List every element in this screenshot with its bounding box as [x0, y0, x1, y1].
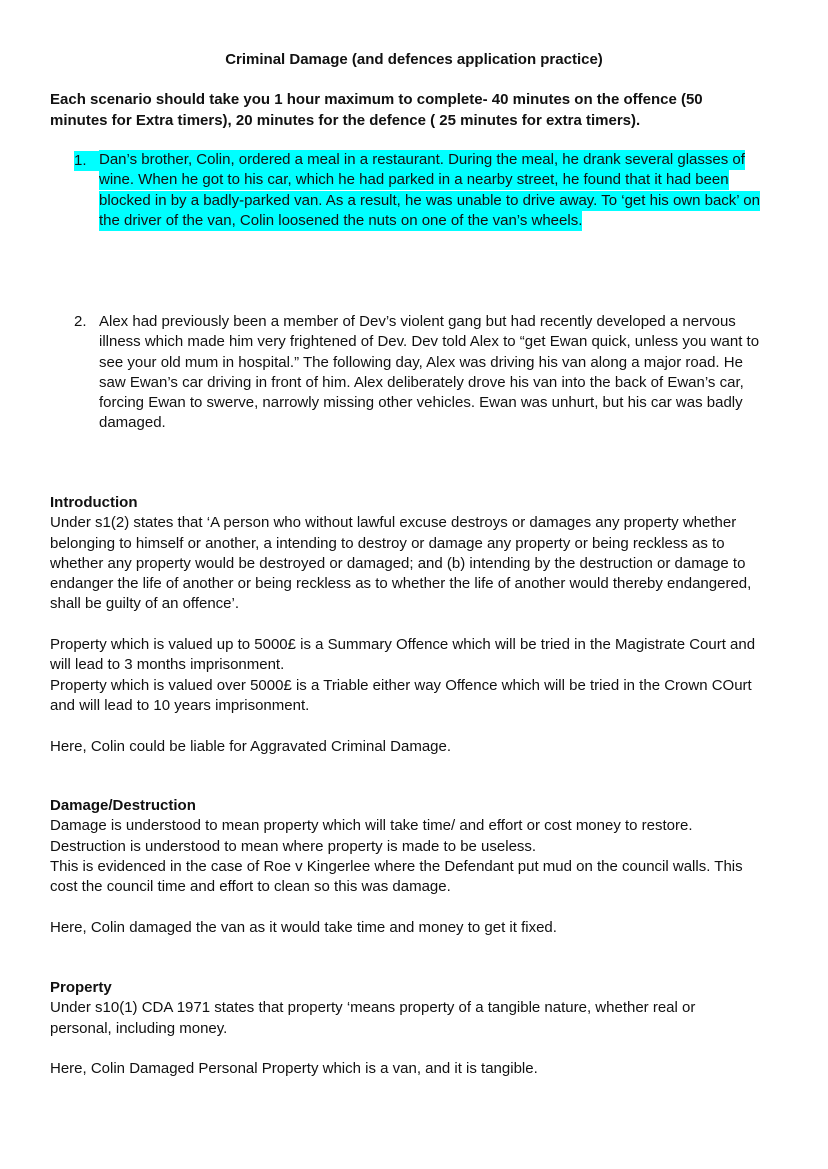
text-line: Under s1(2) states that ‘A person who without lawful excuse destroys or damages any property whether [50, 514, 737, 532]
scenario-1 [74, 150, 774, 231]
scenario-number: 1. [74, 151, 99, 171]
spacer [50, 897, 780, 917]
text-line: personal, including money. [50, 1019, 228, 1037]
scenario-2 [74, 312, 774, 434]
text-line: Destruction is understood to mean where property is made to be useless. [50, 837, 537, 855]
scenario-line: damaged. [99, 414, 166, 432]
text-line: endanger the life of another or being reckless as to whether the life of another would thereby endangered, [50, 575, 752, 593]
text-line: belonging to himself or another, a intending to destroy or damage any property or being reckless as to [50, 534, 725, 552]
text-line: will lead to 3 months imprisonment. [50, 656, 285, 674]
text-line: Property which is valued up to 5000£ is a Summary Offence which will be tried in the Magistrate Court and [50, 636, 756, 654]
text-line: Property which is valued over 5000£ is a Triable either way Offence which will be tried in the Crown COurt [50, 676, 752, 694]
section-introduction [50, 493, 780, 757]
document-title: Criminal Damage (and defences application practice) [225, 51, 603, 68]
damage-definition [50, 816, 780, 897]
highlighted-line: wine. When he got to his car, which he had parked in a nearby street, he found that it had been [99, 171, 729, 189]
text-line: Under s10(1) CDA 1971 states that property ‘means property of a tangible nature, whether real or [50, 999, 696, 1017]
scenario-number: 2. [74, 313, 87, 330]
text-line: whether any property would be destroyed or damaged; and (b) intending by the destruction or damage to [50, 554, 746, 572]
scenario-line: saw Ewan’s car driving in front of him. Alex deliberately drove his van into the back of Ewan’s car, [99, 373, 744, 391]
text-line: cost the council time and effort to clean so this was damage. [50, 878, 451, 896]
spacer [50, 615, 780, 635]
scenario-line: Alex had previously been a member of Dev’s violent gang but had recently developed a nervous [99, 313, 736, 330]
scenario-text [99, 312, 774, 434]
text-line: shall be guilty of an offence’. [50, 595, 240, 613]
text-line: This is evidenced in the case of Roe v Kingerlee where the Defendant put mud on the council walls. This [50, 857, 743, 875]
scenario-line: illness which made him very frightened of Dev. Dev told Alex to “get Ewan quick, unless you want to [99, 333, 760, 351]
section-damage-destruction [50, 796, 780, 938]
text-line: Damage is understood to mean property which will take time/ and effort or cost money to restore. [50, 817, 693, 835]
highlighted-line: Dan’s brother, Colin, ordered a meal in a restaurant. During the meal, he drank several glasses of [99, 151, 745, 168]
highlighted-line: blocked in by a badly-parked van. As a result, he was unable to drive away. To ‘get his own back’ on [99, 191, 760, 209]
instructions-text: Each scenario should take you 1 hour maximum to complete- 40 minutes on the offence (50 minutes for Extra timers), 20 minutes for the defence ( 25 minutes for extra timers). [50, 91, 703, 129]
scenario-line: forcing Ewan to swerve, narrowly missing other vehicles. Ewan was unhurt, but his car was badly [99, 394, 743, 412]
property-definition [50, 998, 780, 1039]
section-heading: Property [50, 979, 112, 996]
section-heading: Damage/Destruction [50, 797, 196, 814]
spacer [50, 1039, 780, 1059]
application-text: Here, Colin Damaged Personal Property which is a van, and it is tangible. [50, 1060, 538, 1078]
scenario-line: see your old mum in hospital.” The following day, Alex was driving his van along a major road. He [99, 353, 743, 371]
scenario-text [99, 150, 774, 231]
spacer [50, 716, 780, 736]
summary-offence-text [50, 635, 780, 676]
highlighted-line: the driver of the van, Colin loosened the nuts on one of the van’s wheels. [99, 211, 583, 229]
application-text: Here, Colin damaged the van as it would take time and money to get it fixed. [50, 918, 557, 936]
application-text: Here, Colin could be liable for Aggravated Criminal Damage. [50, 737, 452, 755]
statute-quote [50, 513, 780, 614]
section-property [50, 978, 780, 1079]
section-heading: Introduction [50, 494, 138, 511]
triable-either-way-text [50, 676, 780, 717]
text-line: and will lead to 10 years imprisonment. [50, 696, 310, 714]
